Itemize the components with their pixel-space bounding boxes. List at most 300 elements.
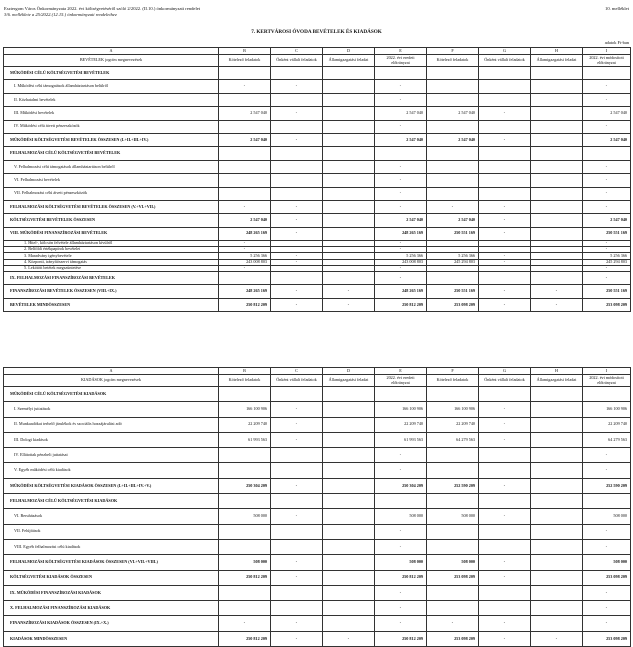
row-value — [271, 601, 323, 616]
row-value: - — [479, 200, 531, 213]
row-value — [323, 463, 375, 478]
row-value: 64 279 563 — [427, 432, 479, 447]
column-letter: I — [583, 48, 631, 55]
row-label: 2. Belföldi értékpapírok bevételei — [4, 247, 219, 253]
row-value — [531, 432, 583, 447]
row-value — [323, 555, 375, 570]
table-row — [4, 272, 631, 285]
row-value — [531, 555, 583, 570]
row-value — [427, 585, 479, 600]
row-value: 508 000 — [375, 555, 427, 570]
row-value — [323, 133, 375, 146]
row-value — [219, 463, 271, 478]
row-label: I. Működési célú támogatások államháztartáson belülről — [4, 80, 219, 93]
row-label: X. FELHALMOZÁSI FINANSZÍROZÁSI KIADÁSOK — [4, 601, 219, 616]
column-header: BEVÉTELEK jogcím megnevezések — [4, 55, 219, 67]
row-value: - — [271, 253, 323, 259]
row-value — [479, 601, 531, 616]
row-value — [219, 187, 271, 200]
row-value: - — [271, 555, 323, 570]
table-row — [4, 298, 631, 311]
column-letter: A — [4, 368, 219, 375]
table-row — [4, 463, 631, 478]
row-value: - — [531, 631, 583, 646]
row-value — [479, 67, 531, 80]
row-value — [271, 524, 323, 539]
table-row — [4, 570, 631, 585]
row-value — [531, 174, 583, 187]
row-value — [427, 120, 479, 133]
header-line-2: 3/6. melléklete a 25/2022.(12.15.) önkormányzati rendelethez — [4, 12, 117, 17]
row-value: 250 551 169 — [427, 285, 479, 298]
row-label: FINANSZÍROZÁSI BEVÉTELEK ÖSSZESEN (VIII.+IX.) — [4, 285, 219, 298]
row-value: - — [479, 417, 531, 432]
row-value — [323, 509, 375, 524]
row-value: 253 098 209 — [583, 631, 631, 646]
row-value: - — [479, 478, 531, 493]
column-header: Kötelező feladatok — [427, 55, 479, 67]
column-header: Önként vállalt feladatok — [271, 375, 323, 387]
row-value: 248 265 169 — [219, 285, 271, 298]
row-value: - — [271, 298, 323, 311]
row-value: - — [583, 265, 631, 271]
row-label: MŰKÖDÉSI CÉLÚ KÖLTSÉGVETÉSI KIADÁSOK — [4, 387, 219, 402]
column-letter: B — [219, 48, 271, 55]
row-value — [531, 147, 583, 160]
column-header: Kötelező feladatok — [219, 375, 271, 387]
row-value: - — [531, 285, 583, 298]
row-value: - — [583, 174, 631, 187]
row-value: - — [375, 247, 427, 253]
column-letter: F — [427, 48, 479, 55]
row-value: - — [375, 616, 427, 631]
row-value — [427, 539, 479, 554]
row-label: VII. Felújítások — [4, 524, 219, 539]
row-value: 508 000 — [375, 509, 427, 524]
row-value — [323, 616, 375, 631]
row-value — [531, 107, 583, 120]
row-label: IV. Ellátottak pénzbeli juttatásai — [4, 448, 219, 463]
row-value: - — [583, 200, 631, 213]
row-label: MŰKÖDÉSI KÖLTSÉGVETÉSI KIADÁSOK ÖSSZESEN (I.+II.+III.+IV.+V.) — [4, 478, 219, 493]
row-value: 5 256 366 — [219, 253, 271, 259]
table-row — [4, 133, 631, 146]
row-value — [479, 448, 531, 463]
table-row — [4, 402, 631, 417]
row-value: - — [219, 80, 271, 93]
row-value — [531, 67, 583, 80]
row-value — [531, 478, 583, 493]
row-value — [479, 387, 531, 402]
row-value: - — [479, 133, 531, 146]
table-row — [4, 387, 631, 402]
row-value: 250 551 169 — [583, 227, 631, 240]
row-value — [219, 272, 271, 285]
row-value — [531, 402, 583, 417]
row-value: - — [271, 259, 323, 265]
row-value: 250 812 209 — [375, 298, 427, 311]
row-value: 2 547 040 — [583, 214, 631, 227]
row-value: - — [427, 200, 479, 213]
row-value — [271, 539, 323, 554]
row-value: - — [271, 107, 323, 120]
row-value: - — [271, 80, 323, 93]
row-label: 5. Lekötött betétek megszüntetése — [4, 265, 219, 271]
row-value: - — [271, 631, 323, 646]
row-value — [531, 570, 583, 585]
row-value: 2 547 040 — [427, 214, 479, 227]
row-label: FELHALMOZÁSI CÉLÚ KÖLTSÉGVETÉSI KIADÁSOK — [4, 494, 219, 509]
table-row — [4, 509, 631, 524]
row-value — [219, 585, 271, 600]
column-letter: I — [583, 368, 631, 375]
row-value: - — [583, 539, 631, 554]
row-value: - — [479, 555, 531, 570]
row-value — [375, 67, 427, 80]
row-label: IV. Működési célú átvett pénzeszközök — [4, 120, 219, 133]
row-value — [323, 80, 375, 93]
row-label: FELHALMOZÁSI KÖLTSÉGVETÉSI BEVÉTELEK ÖSSZESEN (V.+VI.+VII.) — [4, 200, 219, 213]
row-value: 22 209 740 — [427, 417, 479, 432]
row-value: - — [375, 80, 427, 93]
row-label: BEVÉTELEK MINDÖSSZESEN — [4, 298, 219, 311]
table-row — [4, 107, 631, 120]
row-value — [271, 387, 323, 402]
row-value — [375, 494, 427, 509]
row-value: - — [375, 187, 427, 200]
row-value — [323, 147, 375, 160]
row-value: 2 547 040 — [375, 133, 427, 146]
column-header: Államigazgatási feladat — [531, 375, 583, 387]
row-value — [479, 120, 531, 133]
row-value: - — [531, 298, 583, 311]
row-value: 22 209 740 — [219, 417, 271, 432]
row-label: VI. Felhalmozási bevételek — [4, 174, 219, 187]
row-value: 248 265 169 — [375, 227, 427, 240]
row-label: FELHALMOZÁSI KÖLTSÉGVETÉSI KIADÁSOK ÖSSZESEN (VI.+VII.+VIII.) — [4, 555, 219, 570]
column-header: KIADÁSOK jogcím megnevezések — [4, 375, 219, 387]
row-label: VII. Felhalmozási célú átvett pénzeszközök — [4, 187, 219, 200]
row-value — [479, 187, 531, 200]
table-row — [4, 616, 631, 631]
row-value: - — [583, 241, 631, 247]
row-value — [531, 494, 583, 509]
row-value: 508 000 — [427, 555, 479, 570]
row-value: - — [271, 200, 323, 213]
row-value — [583, 387, 631, 402]
column-letter: G — [479, 48, 531, 55]
row-value — [219, 120, 271, 133]
row-value — [427, 272, 479, 285]
table-row — [4, 80, 631, 93]
row-value — [323, 494, 375, 509]
column-header: Önként vállalt feladatok — [479, 55, 531, 67]
row-value: 250 812 209 — [219, 570, 271, 585]
attachment-number: 10. melléklet — [605, 6, 629, 11]
row-label: II. Közhatalmi bevételek — [4, 93, 219, 106]
row-value — [531, 187, 583, 200]
row-value — [583, 494, 631, 509]
row-value: - — [375, 265, 427, 271]
row-value: - — [479, 298, 531, 311]
row-value: - — [375, 93, 427, 106]
row-value: - — [271, 285, 323, 298]
row-value — [271, 448, 323, 463]
row-value — [323, 187, 375, 200]
column-letter: H — [531, 48, 583, 55]
row-value: 508 000 — [583, 509, 631, 524]
row-value: 2 547 040 — [219, 133, 271, 146]
row-label: II. Munkaadókat terhelő járulékok és szociális hozzájárulási adó — [4, 417, 219, 432]
row-value — [583, 67, 631, 80]
row-value — [323, 402, 375, 417]
row-label: KÖLTSÉGVETÉSI BEVÉTELEK ÖSSZESEN — [4, 214, 219, 227]
table-row — [4, 160, 631, 173]
row-value: - — [479, 570, 531, 585]
row-value — [323, 539, 375, 554]
row-value: 250 812 209 — [219, 631, 271, 646]
row-value — [271, 187, 323, 200]
row-value: - — [479, 259, 531, 265]
table-row — [4, 631, 631, 646]
row-value: - — [479, 432, 531, 447]
column-header: Kötelező feladatok — [219, 55, 271, 67]
table-row — [4, 174, 631, 187]
row-value — [531, 539, 583, 554]
row-value — [323, 200, 375, 213]
row-value — [531, 120, 583, 133]
row-value — [271, 147, 323, 160]
row-value — [531, 616, 583, 631]
row-value: 5 256 366 — [375, 253, 427, 259]
row-value: - — [375, 200, 427, 213]
revenue-table — [3, 47, 631, 312]
row-value: 2 547 040 — [219, 214, 271, 227]
table-row — [4, 200, 631, 213]
column-header: Kötelező feladatok — [427, 375, 479, 387]
row-value — [219, 174, 271, 187]
row-label: VI. Beruházások — [4, 509, 219, 524]
row-value: - — [479, 253, 531, 259]
row-value — [323, 432, 375, 447]
column-header: Államigazgatási feladat — [323, 375, 375, 387]
row-value: - — [375, 463, 427, 478]
row-value: - — [583, 247, 631, 253]
column-letter: E — [375, 368, 427, 375]
row-value — [427, 448, 479, 463]
row-value — [479, 494, 531, 509]
row-value — [479, 160, 531, 173]
row-value — [271, 93, 323, 106]
row-label: 3. Maradvány igénybevétele — [4, 253, 219, 259]
row-value — [427, 174, 479, 187]
row-value: 5 256 366 — [583, 253, 631, 259]
row-label: V. Felhalmozási célú támogatások államháztartáson belülről — [4, 160, 219, 173]
row-value: - — [479, 616, 531, 631]
table-row — [4, 494, 631, 509]
page-title: 7. KERTVÁROSI ÓVODA BEVÉTELEK ÉS KIADÁSOK — [251, 29, 382, 35]
row-value: - — [271, 417, 323, 432]
column-letter: C — [271, 48, 323, 55]
row-value: - — [479, 509, 531, 524]
row-value — [323, 67, 375, 80]
row-value: - — [479, 631, 531, 646]
column-header: Államigazgatási feladat — [323, 55, 375, 67]
row-value: - — [375, 174, 427, 187]
row-value: - — [375, 272, 427, 285]
column-header: Önként vállalt feladatok — [271, 55, 323, 67]
row-value — [427, 147, 479, 160]
table-row — [4, 227, 631, 240]
column-letter: E — [375, 48, 427, 55]
row-value — [375, 147, 427, 160]
row-label: 4. Központi, irányítószervi támogatás — [4, 259, 219, 265]
column-header: Önként vállalt feladatok — [479, 375, 531, 387]
row-value — [271, 272, 323, 285]
row-value — [531, 463, 583, 478]
row-value: 508 000 — [219, 509, 271, 524]
column-letter: D — [323, 368, 375, 375]
row-value — [427, 187, 479, 200]
row-value: 2 547 040 — [375, 214, 427, 227]
row-value: - — [479, 107, 531, 120]
row-value — [219, 524, 271, 539]
row-value — [427, 93, 479, 106]
row-value — [427, 67, 479, 80]
table-row — [4, 147, 631, 160]
row-value: - — [427, 616, 479, 631]
row-value — [323, 478, 375, 493]
row-value — [427, 463, 479, 478]
column-header: Államigazgatási feladat — [531, 55, 583, 67]
row-label: VIII. MŰKÖDÉSI FINANSZÍROZÁSI BEVÉTELEK — [4, 227, 219, 240]
row-value — [427, 80, 479, 93]
row-value — [323, 570, 375, 585]
row-value: - — [219, 616, 271, 631]
row-value: - — [323, 285, 375, 298]
row-value: - — [375, 120, 427, 133]
row-value: 248 265 169 — [375, 285, 427, 298]
row-value: - — [583, 524, 631, 539]
row-value — [531, 200, 583, 213]
row-value: - — [375, 539, 427, 554]
row-value: 253 098 209 — [427, 631, 479, 646]
table-row — [4, 555, 631, 570]
row-value: 250 304 209 — [375, 478, 427, 493]
table-row — [4, 417, 631, 432]
row-value: 253 098 209 — [583, 570, 631, 585]
header-line-1: Esztergom Város Önkormányzata 2022. évi költségvetéséről szóló 2/2022. (II.10.) önkormányzati rendelet — [4, 6, 201, 11]
table-row — [4, 432, 631, 447]
row-value: 61 993 563 — [219, 432, 271, 447]
row-value — [323, 214, 375, 227]
unit-label: adatok Ft-ban — [604, 40, 629, 45]
row-value — [531, 80, 583, 93]
row-value: - — [583, 448, 631, 463]
column-header: 2022. évi eredeti előirányzat — [375, 55, 427, 67]
row-value — [531, 227, 583, 240]
row-value — [531, 448, 583, 463]
row-value: 22 209 740 — [375, 417, 427, 432]
row-value — [427, 160, 479, 173]
row-value — [531, 417, 583, 432]
row-label: VIII. Egyéb felhalmozási célú kiadások — [4, 539, 219, 554]
row-value — [271, 585, 323, 600]
row-value: - — [583, 187, 631, 200]
row-value — [427, 601, 479, 616]
row-value: - — [271, 227, 323, 240]
row-value: 250 304 209 — [219, 478, 271, 493]
row-value: 248 265 169 — [219, 227, 271, 240]
row-label: V. Egyéb működési célú kiadások — [4, 463, 219, 478]
row-value: 22 209 740 — [583, 417, 631, 432]
column-letters-row — [4, 368, 631, 375]
row-value — [531, 272, 583, 285]
row-value: 2 547 040 — [427, 107, 479, 120]
row-value: - — [219, 200, 271, 213]
column-letter: A — [4, 48, 219, 55]
row-value: 64 279 563 — [583, 432, 631, 447]
row-value: - — [219, 265, 271, 271]
row-value — [531, 387, 583, 402]
row-value: 250 812 209 — [375, 631, 427, 646]
row-value — [531, 585, 583, 600]
row-value: - — [375, 585, 427, 600]
row-value: 508 000 — [583, 555, 631, 570]
row-value — [479, 93, 531, 106]
row-value: 508 000 — [219, 555, 271, 570]
row-value — [531, 133, 583, 146]
row-value: - — [583, 93, 631, 106]
row-value — [271, 160, 323, 173]
row-value: - — [583, 616, 631, 631]
row-value: 166 100 906 — [375, 402, 427, 417]
row-label: MŰKÖDÉSI CÉLÚ KÖLTSÉGVETÉSI BEVÉTELEK — [4, 67, 219, 80]
column-header-row — [4, 55, 631, 67]
table-row — [4, 524, 631, 539]
row-value — [583, 147, 631, 160]
row-value: - — [375, 448, 427, 463]
row-value: 2 547 040 — [219, 107, 271, 120]
row-value: - — [271, 616, 323, 631]
row-value: - — [583, 120, 631, 133]
table-row — [4, 187, 631, 200]
row-value: 252 590 209 — [583, 478, 631, 493]
row-value: 5 256 366 — [427, 253, 479, 259]
row-value — [323, 120, 375, 133]
row-value — [427, 524, 479, 539]
column-letter: G — [479, 368, 531, 375]
row-value: 250 812 209 — [219, 298, 271, 311]
row-value — [219, 93, 271, 106]
row-value — [531, 509, 583, 524]
row-value — [219, 448, 271, 463]
row-value: - — [583, 160, 631, 173]
row-value: - — [271, 432, 323, 447]
row-value — [323, 93, 375, 106]
row-value: - — [583, 463, 631, 478]
row-value: 250 812 209 — [375, 570, 427, 585]
row-value: - — [479, 402, 531, 417]
row-value — [531, 601, 583, 616]
row-value — [323, 524, 375, 539]
row-value — [219, 67, 271, 80]
table-row — [4, 285, 631, 298]
row-value: 243 008 803 — [219, 259, 271, 265]
row-label: FELHALMOZÁSI CÉLÚ KÖLTSÉGVETÉSI BEVÉTELEK — [4, 147, 219, 160]
table-row — [4, 120, 631, 133]
row-value — [323, 160, 375, 173]
